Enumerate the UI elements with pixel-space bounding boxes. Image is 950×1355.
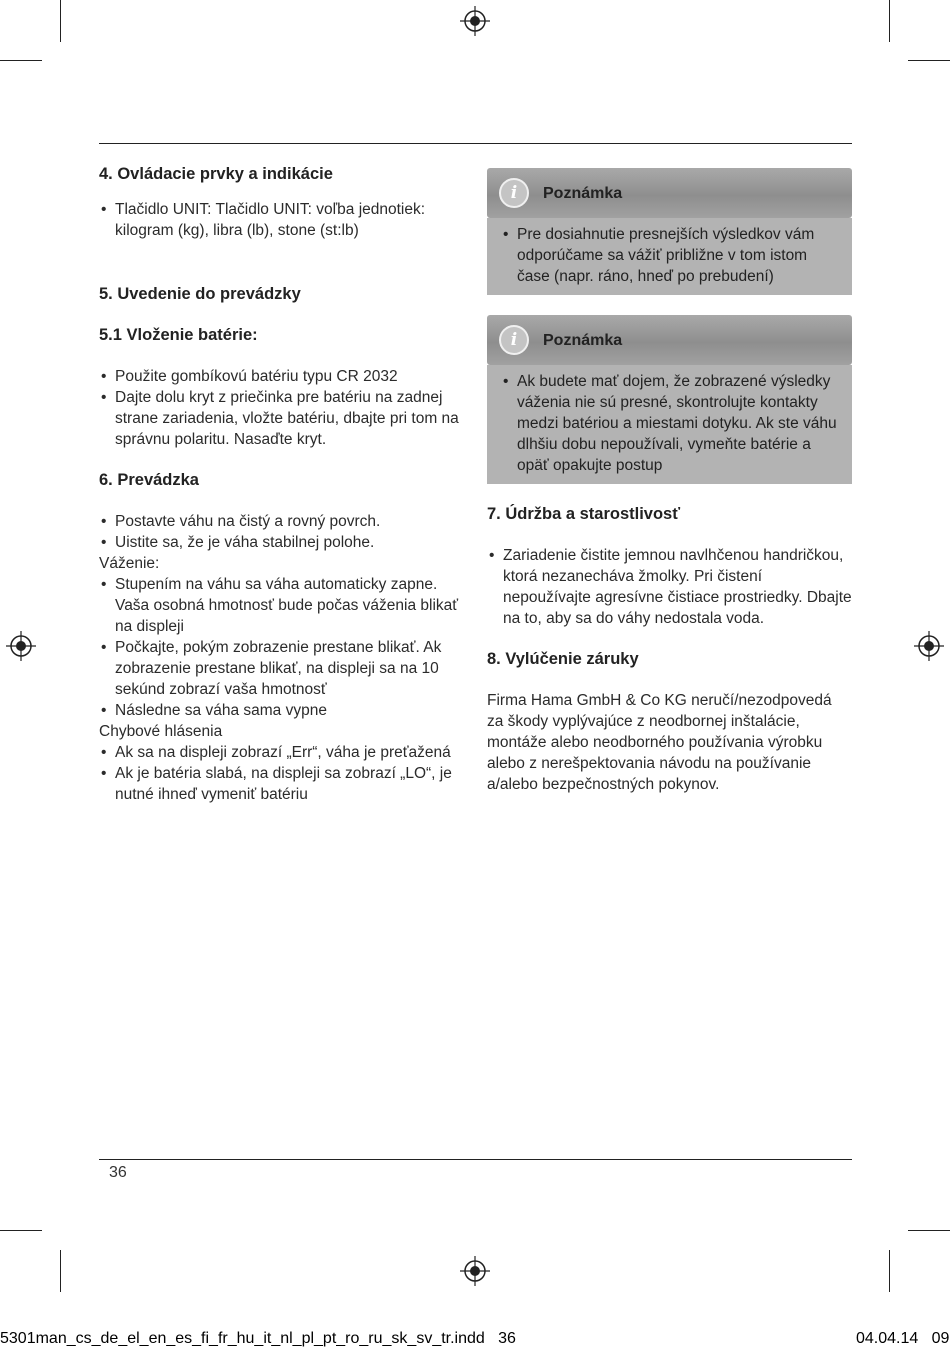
print-slug-filename: 5301man_cs_de_el_en_es_fi_fr_hu_it_nl_pl_pt_ro_ru_sk_sv_tr.indd 36: [0, 1330, 516, 1347]
crop-mark: [908, 1230, 950, 1231]
info-circle-icon: i: [499, 325, 529, 355]
crop-mark: [908, 60, 950, 61]
registration-crosshair-icon: [914, 631, 944, 661]
registration-crosshair-icon: [6, 631, 36, 661]
page-number: 36: [109, 1164, 127, 1181]
note-header: [487, 168, 852, 218]
note-body: [487, 218, 852, 295]
right-column: [487, 168, 852, 795]
note-list: [501, 371, 840, 476]
section-7-heading: 7. Údržba a starostlivosť: [487, 505, 681, 523]
section-6-list-weighing: [99, 574, 464, 721]
errors-label: Chybové hlásenia: [99, 723, 223, 740]
header-rule: [99, 143, 852, 144]
list-item: • Dajte dolu kryt z priečinka pre batériu na zadnej strane zariadenia, vložte batériu, dbajte pri tom na správnu polaritu. Nasaďte kryt.: [99, 387, 464, 450]
registration-crosshair-icon: [460, 1256, 490, 1286]
crop-mark: [60, 1250, 61, 1292]
list-item: • Ak je batéria slabá, na displeji sa zobrazí „LO“, je nutné ihneď vymeniť batériu: [99, 763, 464, 805]
section-7-list: [487, 545, 852, 629]
weighing-label: Váženie:: [99, 555, 160, 572]
note-box: [487, 315, 852, 484]
section-4-list: [99, 199, 464, 241]
list-item: • Následne sa váha sama vypne: [99, 700, 464, 721]
list-item: • Uistite sa, že je váha stabilnej polohe.: [99, 532, 464, 553]
crop-mark: [889, 1250, 890, 1292]
list-item: • Pre dosiahnutie presnejších výsledkov vám odporúčame sa vážiť približne v tom istom čase (napr. ráno, hneď po prebudení): [501, 224, 840, 287]
section-5-1-heading: 5.1 Vloženie batérie:: [99, 326, 258, 344]
registration-crosshair-icon: [460, 6, 490, 36]
section-6-list-setup: [99, 511, 464, 553]
section-5-1-list: [99, 366, 464, 450]
note-box: [487, 168, 852, 295]
note-title: Poznámka: [543, 184, 623, 202]
note-header: [487, 315, 852, 365]
left-column: [99, 160, 464, 805]
crop-mark: [0, 60, 42, 61]
note-title: Poznámka: [543, 331, 623, 349]
footer-rule: [99, 1159, 852, 1160]
list-item: • Ak budete mať dojem, že zobrazené výsledky váženia nie sú presné, skontrolujte kontakty medzi batériou a miestami dotyku. Ak ste váhu dlhšiu dobu nepoužívali, vymeňte batérie a opäť opakujte postup: [501, 371, 840, 476]
section-8-heading: 8. Vylúčenie záruky: [487, 650, 639, 668]
list-item: • Ak sa na displeji zobrazí „Err“, váha je preťažená: [99, 742, 464, 763]
crop-mark: [60, 0, 61, 42]
section-6-list-errors: [99, 742, 464, 805]
note-list: [501, 224, 840, 287]
crop-mark: [889, 0, 890, 42]
section-4-heading: 4. Ovládacie prvky a indikácie: [99, 165, 333, 183]
list-item: • Počkajte, pokým zobrazenie prestane blikať. Ak zobrazenie prestane blikať, na displeji sa na 10 sekúnd zobrazí vaša hmotnosť: [99, 637, 464, 700]
list-item: • Postavte váhu na čistý a rovný povrch.: [99, 511, 464, 532]
section-8-text: Firma Hama GmbH & Co KG neručí/nezodpovedá za škody vyplývajúce z neodbornej inštalácie, montáže alebo neodborného používania výrobku alebo z nerešpektovania návodu na používanie a/alebo bezpečnostných pokynov.: [487, 692, 832, 793]
list-item: • Zariadenie čistite jemnou navlhčenou handričkou, ktorá nezanecháva žmolky. Pri čistení nepoužívajte agresívne čistiace prostriedky. Dbajte na to, aby sa do váhy nedostala voda.: [487, 545, 852, 629]
note-body: [487, 365, 852, 484]
list-item: • Použite gombíkovú batériu typu CR 2032: [99, 366, 464, 387]
crop-mark: [0, 1230, 42, 1231]
section-6-heading: 6. Prevádzka: [99, 471, 199, 489]
print-slug-date: 04.04.14 09: [856, 1330, 950, 1347]
list-item: • Stupením na váhu sa váha automaticky zapne. Vaša osobná hmotnosť bude počas váženia blikať na displeji: [99, 574, 464, 637]
info-circle-icon: i: [499, 178, 529, 208]
list-item: • Tlačidlo UNIT: Tlačidlo UNIT: voľba jednotiek: kilogram (kg), libra (lb), stone (st:lb): [99, 199, 464, 241]
section-5-heading: 5. Uvedenie do prevádzky: [99, 285, 301, 303]
